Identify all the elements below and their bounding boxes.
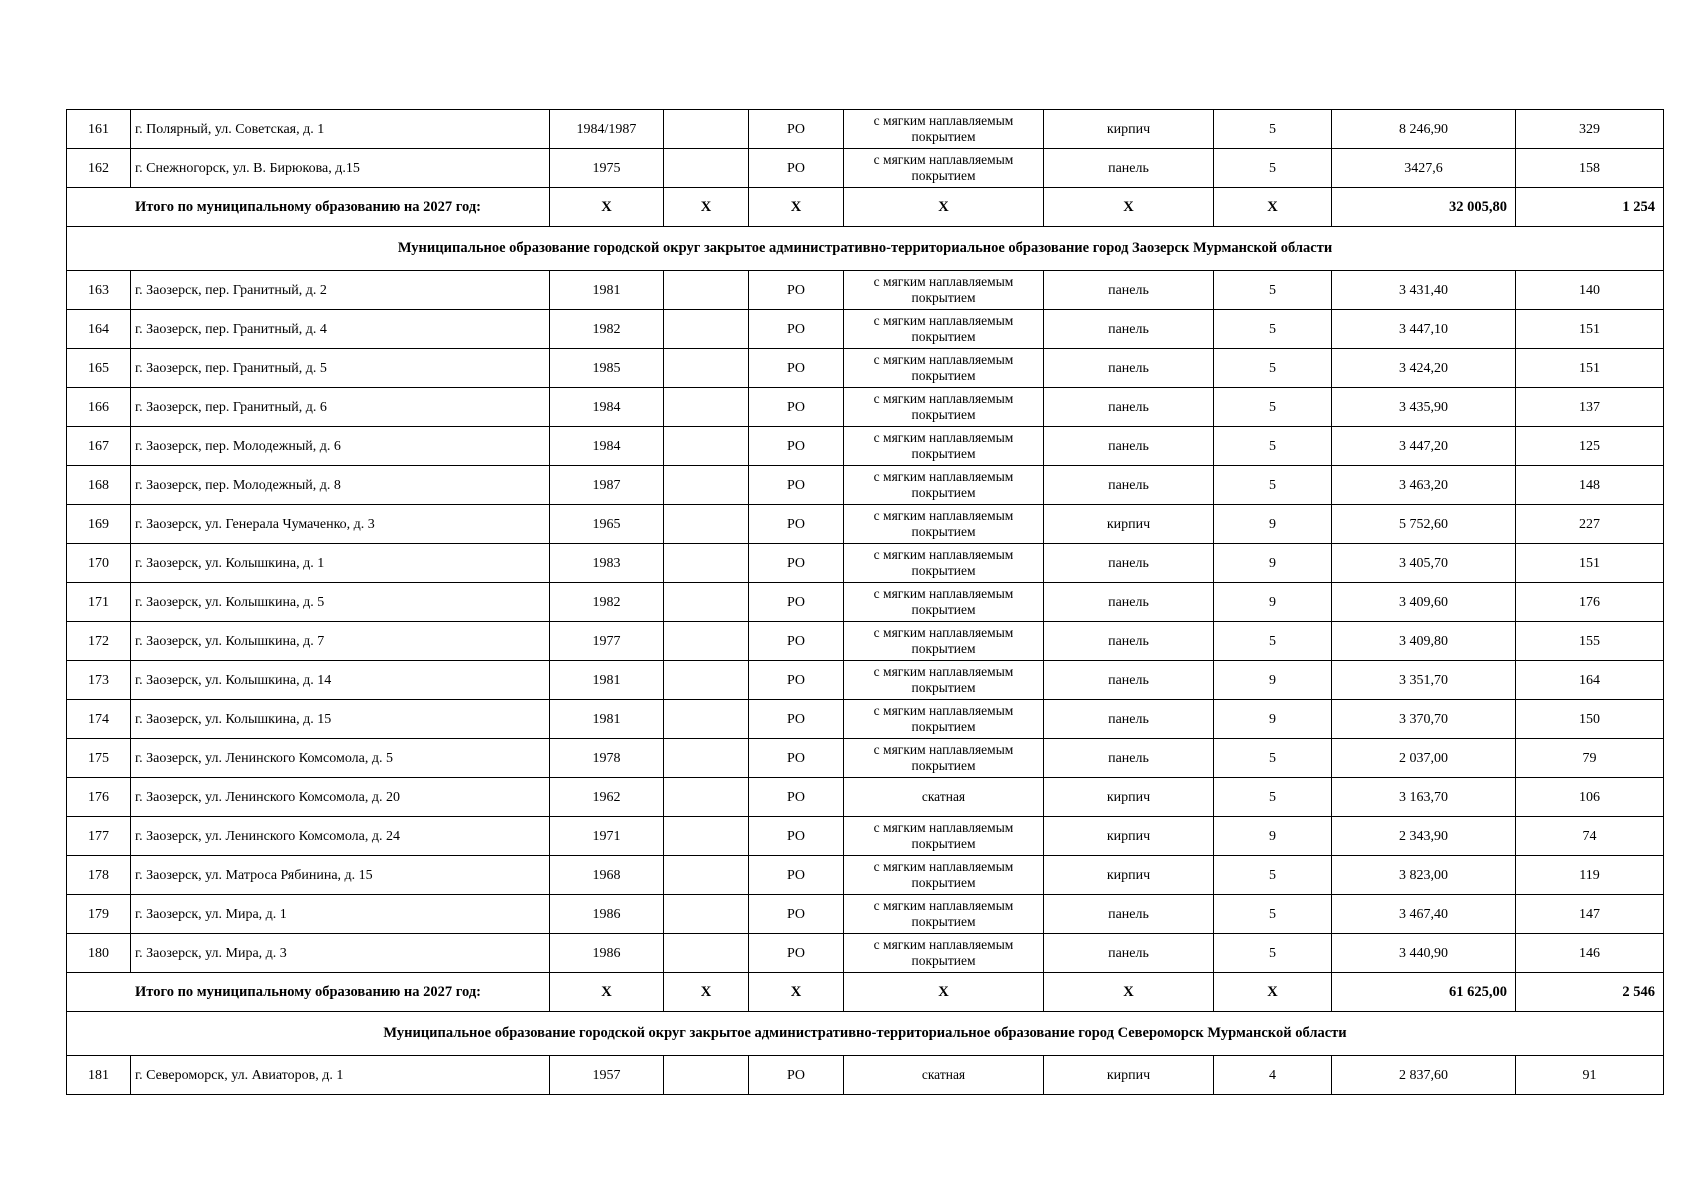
wall-material-cell: панель <box>1044 427 1214 466</box>
wall-material-cell: кирпич <box>1044 856 1214 895</box>
address-cell: г. Заозерск, пер. Молодежный, д. 6 <box>131 427 550 466</box>
table-row <box>67 856 1664 895</box>
roof-type-cell: с мягким наплавляемым покрытием <box>844 466 1044 505</box>
address-cell: г. Полярный, ул. Советская, д. 1 <box>131 110 550 149</box>
row-number-cell: 170 <box>67 544 131 583</box>
residents-cell: 119 <box>1516 856 1664 895</box>
area-cell: 3 467,40 <box>1332 895 1516 934</box>
residents-cell: 151 <box>1516 544 1664 583</box>
empty-cell <box>664 817 749 856</box>
address-cell: г. Заозерск, ул. Матроса Рябинина, д. 15 <box>131 856 550 895</box>
row-number-cell: 162 <box>67 149 131 188</box>
year-cell: 1957 <box>550 1056 664 1095</box>
empty-cell <box>664 349 749 388</box>
roof-type-cell: с мягким наплавляемым покрытием <box>844 110 1044 149</box>
area-cell: 2 343,90 <box>1332 817 1516 856</box>
method-cell: РО <box>749 271 844 310</box>
residents-cell: 79 <box>1516 739 1664 778</box>
total-mark-cell: X <box>550 188 664 227</box>
empty-cell <box>664 544 749 583</box>
residents-cell: 150 <box>1516 700 1664 739</box>
row-number-cell: 175 <box>67 739 131 778</box>
total-mark-cell: X <box>550 973 664 1012</box>
roof-type-cell: с мягким наплавляемым покрытием <box>844 895 1044 934</box>
roof-type-cell: с мягким наплавляемым покрытием <box>844 583 1044 622</box>
row-number-cell: 169 <box>67 505 131 544</box>
residents-cell: 155 <box>1516 622 1664 661</box>
total-mark-cell: X <box>1044 973 1214 1012</box>
total-mark-cell: X <box>1214 188 1332 227</box>
roof-type-cell: с мягким наплавляемым покрытием <box>844 310 1044 349</box>
empty-cell <box>664 583 749 622</box>
area-cell: 3 431,40 <box>1332 271 1516 310</box>
address-cell: г. Заозерск, пер. Гранитный, д. 4 <box>131 310 550 349</box>
table-row <box>67 310 1664 349</box>
residents-cell: 140 <box>1516 271 1664 310</box>
empty-cell <box>664 739 749 778</box>
floors-cell: 5 <box>1214 149 1332 188</box>
address-cell: г. Заозерск, ул. Колышкина, д. 15 <box>131 700 550 739</box>
area-cell: 2 037,00 <box>1332 739 1516 778</box>
table-row <box>67 661 1664 700</box>
address-cell: г. Заозерск, ул. Ленинского Комсомола, д. 20 <box>131 778 550 817</box>
area-cell: 3 823,00 <box>1332 856 1516 895</box>
roof-type-cell: с мягким наплавляемым покрытием <box>844 271 1044 310</box>
address-cell: г. Заозерск, ул. Колышкина, д. 7 <box>131 622 550 661</box>
floors-cell: 5 <box>1214 310 1332 349</box>
floors-cell: 9 <box>1214 700 1332 739</box>
floors-cell: 5 <box>1214 934 1332 973</box>
wall-material-cell: кирпич <box>1044 1056 1214 1095</box>
total-mark-cell: X <box>664 188 749 227</box>
address-cell: г. Снежногорск, ул. В. Бирюкова, д.15 <box>131 149 550 188</box>
year-cell: 1982 <box>550 583 664 622</box>
housing-table <box>66 109 1664 1095</box>
empty-cell <box>664 310 749 349</box>
row-number-cell: 173 <box>67 661 131 700</box>
area-cell: 3 405,70 <box>1332 544 1516 583</box>
roof-type-cell: с мягким наплавляемым покрытием <box>844 817 1044 856</box>
table-row <box>67 349 1664 388</box>
floors-cell: 5 <box>1214 778 1332 817</box>
year-cell: 1984/1987 <box>550 110 664 149</box>
residents-cell: 329 <box>1516 110 1664 149</box>
row-number-cell: 177 <box>67 817 131 856</box>
residents-cell: 146 <box>1516 934 1664 973</box>
year-cell: 1985 <box>550 349 664 388</box>
document-page <box>66 109 1663 1095</box>
address-cell: г. Заозерск, ул. Мира, д. 3 <box>131 934 550 973</box>
total-row <box>67 188 1664 227</box>
empty-cell <box>664 271 749 310</box>
empty-cell <box>664 934 749 973</box>
wall-material-cell: кирпич <box>1044 778 1214 817</box>
row-number-cell: 168 <box>67 466 131 505</box>
floors-cell: 5 <box>1214 856 1332 895</box>
empty-cell <box>664 700 749 739</box>
total-mark-cell: X <box>844 973 1044 1012</box>
address-cell: г. Заозерск, ул. Колышкина, д. 5 <box>131 583 550 622</box>
method-cell: РО <box>749 856 844 895</box>
wall-material-cell: панель <box>1044 388 1214 427</box>
floors-cell: 5 <box>1214 349 1332 388</box>
total-row <box>67 973 1664 1012</box>
method-cell: РО <box>749 349 844 388</box>
empty-cell <box>664 856 749 895</box>
table-row <box>67 739 1664 778</box>
empty-cell <box>664 622 749 661</box>
wall-material-cell: панель <box>1044 583 1214 622</box>
year-cell: 1984 <box>550 388 664 427</box>
floors-cell: 5 <box>1214 622 1332 661</box>
address-cell: г. Заозерск, ул. Колышкина, д. 14 <box>131 661 550 700</box>
address-cell: г. Заозерск, ул. Генерала Чумаченко, д. 3 <box>131 505 550 544</box>
table-row <box>67 271 1664 310</box>
floors-cell: 9 <box>1214 505 1332 544</box>
row-number-cell: 172 <box>67 622 131 661</box>
area-cell: 3 435,90 <box>1332 388 1516 427</box>
method-cell: РО <box>749 1056 844 1095</box>
empty-cell <box>664 895 749 934</box>
roof-type-cell: с мягким наплавляемым покрытием <box>844 349 1044 388</box>
table-row <box>67 817 1664 856</box>
total-mark-cell: X <box>664 973 749 1012</box>
roof-type-cell: с мягким наплавляемым покрытием <box>844 427 1044 466</box>
floors-cell: 9 <box>1214 544 1332 583</box>
method-cell: РО <box>749 661 844 700</box>
row-number-cell: 178 <box>67 856 131 895</box>
method-cell: РО <box>749 466 844 505</box>
area-cell: 3 447,20 <box>1332 427 1516 466</box>
year-cell: 1965 <box>550 505 664 544</box>
wall-material-cell: панель <box>1044 149 1214 188</box>
floors-cell: 5 <box>1214 739 1332 778</box>
floors-cell: 4 <box>1214 1056 1332 1095</box>
area-cell: 3 163,70 <box>1332 778 1516 817</box>
address-cell: г. Заозерск, ул. Ленинского Комсомола, д. 24 <box>131 817 550 856</box>
method-cell: РО <box>749 388 844 427</box>
roof-type-cell: с мягким наплавляемым покрытием <box>844 934 1044 973</box>
residents-cell: 74 <box>1516 817 1664 856</box>
method-cell: РО <box>749 817 844 856</box>
total-area-cell: 32 005,80 <box>1332 188 1516 227</box>
row-number-cell: 166 <box>67 388 131 427</box>
residents-cell: 148 <box>1516 466 1664 505</box>
method-cell: РО <box>749 700 844 739</box>
wall-material-cell: панель <box>1044 895 1214 934</box>
wall-material-cell: панель <box>1044 310 1214 349</box>
residents-cell: 125 <box>1516 427 1664 466</box>
address-cell: г. Североморск, ул. Авиаторов, д. 1 <box>131 1056 550 1095</box>
area-cell: 3 409,60 <box>1332 583 1516 622</box>
roof-type-cell: с мягким наплавляемым покрытием <box>844 622 1044 661</box>
year-cell: 1987 <box>550 466 664 505</box>
row-number-cell: 161 <box>67 110 131 149</box>
floors-cell: 9 <box>1214 817 1332 856</box>
empty-cell <box>664 505 749 544</box>
residents-cell: 158 <box>1516 149 1664 188</box>
section-header-row <box>67 1012 1664 1056</box>
year-cell: 1982 <box>550 310 664 349</box>
roof-type-cell: с мягким наплавляемым покрытием <box>844 544 1044 583</box>
wall-material-cell: панель <box>1044 544 1214 583</box>
address-cell: г. Заозерск, пер. Гранитный, д. 6 <box>131 388 550 427</box>
method-cell: РО <box>749 778 844 817</box>
residents-cell: 176 <box>1516 583 1664 622</box>
floors-cell: 5 <box>1214 895 1332 934</box>
total-mark-cell: X <box>844 188 1044 227</box>
residents-cell: 137 <box>1516 388 1664 427</box>
year-cell: 1986 <box>550 895 664 934</box>
residents-cell: 227 <box>1516 505 1664 544</box>
row-number-cell: 180 <box>67 934 131 973</box>
wall-material-cell: панель <box>1044 349 1214 388</box>
table-row <box>67 505 1664 544</box>
table-row <box>67 110 1664 149</box>
roof-type-cell: с мягким наплавляемым покрытием <box>844 388 1044 427</box>
area-cell: 3 463,20 <box>1332 466 1516 505</box>
empty-cell <box>664 110 749 149</box>
area-cell: 3 440,90 <box>1332 934 1516 973</box>
empty-cell <box>664 661 749 700</box>
table-row <box>67 700 1664 739</box>
method-cell: РО <box>749 544 844 583</box>
address-cell: г. Заозерск, пер. Молодежный, д. 8 <box>131 466 550 505</box>
method-cell: РО <box>749 427 844 466</box>
floors-cell: 5 <box>1214 466 1332 505</box>
wall-material-cell: панель <box>1044 739 1214 778</box>
address-cell: г. Заозерск, пер. Гранитный, д. 5 <box>131 349 550 388</box>
table-row <box>67 622 1664 661</box>
floors-cell: 5 <box>1214 271 1332 310</box>
empty-cell <box>664 427 749 466</box>
address-cell: г. Заозерск, ул. Колышкина, д. 1 <box>131 544 550 583</box>
floors-cell: 5 <box>1214 427 1332 466</box>
table-row <box>67 895 1664 934</box>
address-cell: г. Заозерск, ул. Ленинского Комсомола, д. 5 <box>131 739 550 778</box>
floors-cell: 9 <box>1214 583 1332 622</box>
table-row <box>67 1056 1664 1095</box>
row-number-cell: 174 <box>67 700 131 739</box>
method-cell: РО <box>749 110 844 149</box>
row-number-cell: 164 <box>67 310 131 349</box>
method-cell: РО <box>749 310 844 349</box>
table-row <box>67 466 1664 505</box>
year-cell: 1968 <box>550 856 664 895</box>
roof-type-cell: с мягким наплавляемым покрытием <box>844 505 1044 544</box>
total-label-cell: Итого по муниципальному образованию на 2027 год: <box>67 188 550 227</box>
area-cell: 3 424,20 <box>1332 349 1516 388</box>
residents-cell: 151 <box>1516 310 1664 349</box>
table-row <box>67 778 1664 817</box>
residents-cell: 91 <box>1516 1056 1664 1095</box>
method-cell: РО <box>749 505 844 544</box>
empty-cell <box>664 149 749 188</box>
area-cell: 3 370,70 <box>1332 700 1516 739</box>
roof-type-cell: скатная <box>844 1056 1044 1095</box>
year-cell: 1962 <box>550 778 664 817</box>
roof-type-cell: с мягким наплавляемым покрытием <box>844 149 1044 188</box>
residents-cell: 147 <box>1516 895 1664 934</box>
floors-cell: 5 <box>1214 110 1332 149</box>
roof-type-cell: с мягким наплавляемым покрытием <box>844 661 1044 700</box>
year-cell: 1971 <box>550 817 664 856</box>
wall-material-cell: панель <box>1044 661 1214 700</box>
wall-material-cell: панель <box>1044 271 1214 310</box>
roof-type-cell: скатная <box>844 778 1044 817</box>
wall-material-cell: кирпич <box>1044 110 1214 149</box>
row-number-cell: 163 <box>67 271 131 310</box>
residents-cell: 106 <box>1516 778 1664 817</box>
area-cell: 3 447,10 <box>1332 310 1516 349</box>
empty-cell <box>664 466 749 505</box>
total-label-cell: Итого по муниципальному образованию на 2027 год: <box>67 973 550 1012</box>
total-mark-cell: X <box>749 188 844 227</box>
area-cell: 3427,6 <box>1332 149 1516 188</box>
method-cell: РО <box>749 622 844 661</box>
wall-material-cell: панель <box>1044 622 1214 661</box>
total-mark-cell: X <box>749 973 844 1012</box>
wall-material-cell: кирпич <box>1044 817 1214 856</box>
wall-material-cell: кирпич <box>1044 505 1214 544</box>
empty-cell <box>664 1056 749 1095</box>
total-residents-cell: 1 254 <box>1516 188 1664 227</box>
table-row <box>67 934 1664 973</box>
empty-cell <box>664 778 749 817</box>
year-cell: 1984 <box>550 427 664 466</box>
year-cell: 1981 <box>550 271 664 310</box>
row-number-cell: 181 <box>67 1056 131 1095</box>
empty-cell <box>664 388 749 427</box>
residents-cell: 151 <box>1516 349 1664 388</box>
total-area-cell: 61 625,00 <box>1332 973 1516 1012</box>
method-cell: РО <box>749 583 844 622</box>
row-number-cell: 176 <box>67 778 131 817</box>
row-number-cell: 165 <box>67 349 131 388</box>
method-cell: РО <box>749 149 844 188</box>
table-row <box>67 544 1664 583</box>
row-number-cell: 179 <box>67 895 131 934</box>
wall-material-cell: панель <box>1044 934 1214 973</box>
total-mark-cell: X <box>1214 973 1332 1012</box>
year-cell: 1983 <box>550 544 664 583</box>
roof-type-cell: с мягким наплавляемым покрытием <box>844 739 1044 778</box>
method-cell: РО <box>749 739 844 778</box>
table-row <box>67 427 1664 466</box>
area-cell: 3 351,70 <box>1332 661 1516 700</box>
total-mark-cell: X <box>1044 188 1214 227</box>
year-cell: 1977 <box>550 622 664 661</box>
method-cell: РО <box>749 934 844 973</box>
year-cell: 1975 <box>550 149 664 188</box>
area-cell: 3 409,80 <box>1332 622 1516 661</box>
row-number-cell: 167 <box>67 427 131 466</box>
year-cell: 1978 <box>550 739 664 778</box>
address-cell: г. Заозерск, пер. Гранитный, д. 2 <box>131 271 550 310</box>
table-row <box>67 583 1664 622</box>
table-row <box>67 149 1664 188</box>
address-cell: г. Заозерск, ул. Мира, д. 1 <box>131 895 550 934</box>
section-header-row <box>67 227 1664 271</box>
wall-material-cell: панель <box>1044 466 1214 505</box>
year-cell: 1981 <box>550 661 664 700</box>
floors-cell: 5 <box>1214 388 1332 427</box>
section-title-cell: Муниципальное образование городской округ закрытое административно-территориальное образование город Североморск Мурманской области <box>67 1012 1664 1056</box>
area-cell: 2 837,60 <box>1332 1056 1516 1095</box>
total-residents-cell: 2 546 <box>1516 973 1664 1012</box>
roof-type-cell: с мягким наплавляемым покрытием <box>844 700 1044 739</box>
area-cell: 8 246,90 <box>1332 110 1516 149</box>
table-row <box>67 388 1664 427</box>
section-title-cell: Муниципальное образование городской округ закрытое административно-территориальное образование город Заозерск Мурманской области <box>67 227 1664 271</box>
area-cell: 5 752,60 <box>1332 505 1516 544</box>
roof-type-cell: с мягким наплавляемым покрытием <box>844 856 1044 895</box>
row-number-cell: 171 <box>67 583 131 622</box>
method-cell: РО <box>749 895 844 934</box>
wall-material-cell: панель <box>1044 700 1214 739</box>
floors-cell: 9 <box>1214 661 1332 700</box>
year-cell: 1986 <box>550 934 664 973</box>
year-cell: 1981 <box>550 700 664 739</box>
residents-cell: 164 <box>1516 661 1664 700</box>
